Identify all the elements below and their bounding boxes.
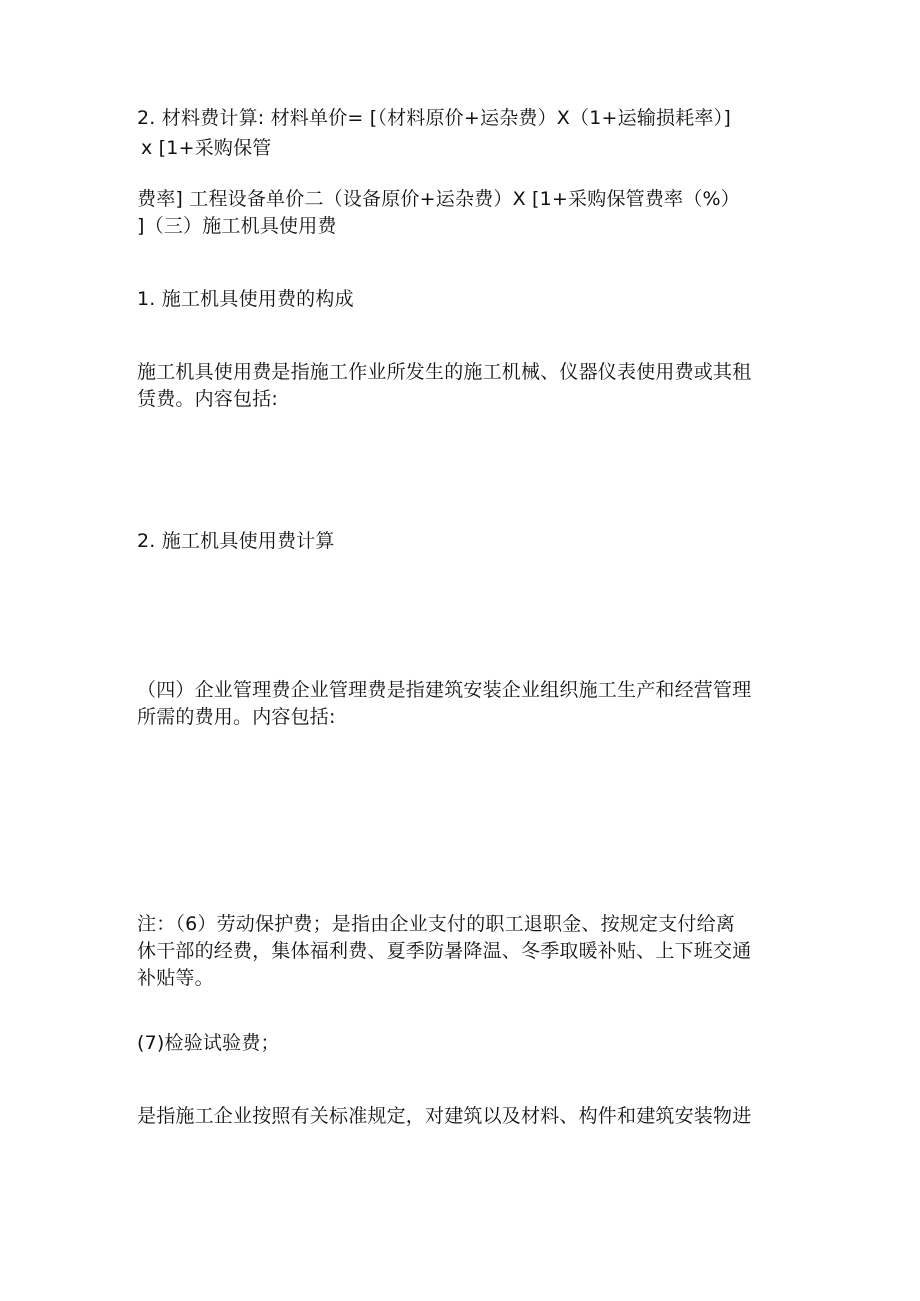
material-cost-formula-line-2: x [1+采购保管 — [141, 137, 272, 159]
machinery-cost-composition-heading: 1. 施工机具使用费的构成 — [137, 288, 354, 310]
equipment-cost-formula-line-1: 费率] 工程设备单价二（设备原价+运杂费）X [1+采购保管费率（%） — [137, 188, 740, 210]
labor-protection-note-line-3: 补贴等。 — [137, 967, 214, 989]
labor-protection-note-line-1: 注：（6）劳动保护费；是指由企业支付的职工退职金、按规定支付给离 — [137, 913, 735, 935]
section-three-heading: ]（三）施工机具使用费 — [137, 215, 337, 237]
enterprise-management-fee-line-1: （四）企业管理费企业管理费是指建筑安装企业组织施工生产和经营管理 — [137, 679, 752, 701]
machinery-cost-definition-line-1: 施工机具使用费是指施工作业所发生的施工机械、仪器仪表使用费或其租 — [137, 361, 752, 383]
enterprise-management-fee-line-2: 所需的费用。内容包括: — [137, 706, 336, 728]
machinery-cost-definition-line-2: 赁费。内容包括: — [137, 388, 279, 410]
machinery-cost-calculation-heading: 2. 施工机具使用费计算 — [137, 530, 335, 552]
inspection-test-fee-heading: (7)检验试验费； — [137, 1032, 280, 1054]
labor-protection-note-line-2: 休干部的经费，集体福利费、夏季防暑降温、冬季取暖补贴、上下班交通 — [137, 940, 752, 962]
inspection-test-fee-definition: 是指施工企业按照有关标准规定，对建筑以及材料、构件和建筑安装物进 — [137, 1105, 752, 1127]
material-cost-formula-line-1: 2. 材料费计算: 材料单价= [（材料原价+运杂费）X（1+运输损耗率）] — [137, 107, 731, 129]
